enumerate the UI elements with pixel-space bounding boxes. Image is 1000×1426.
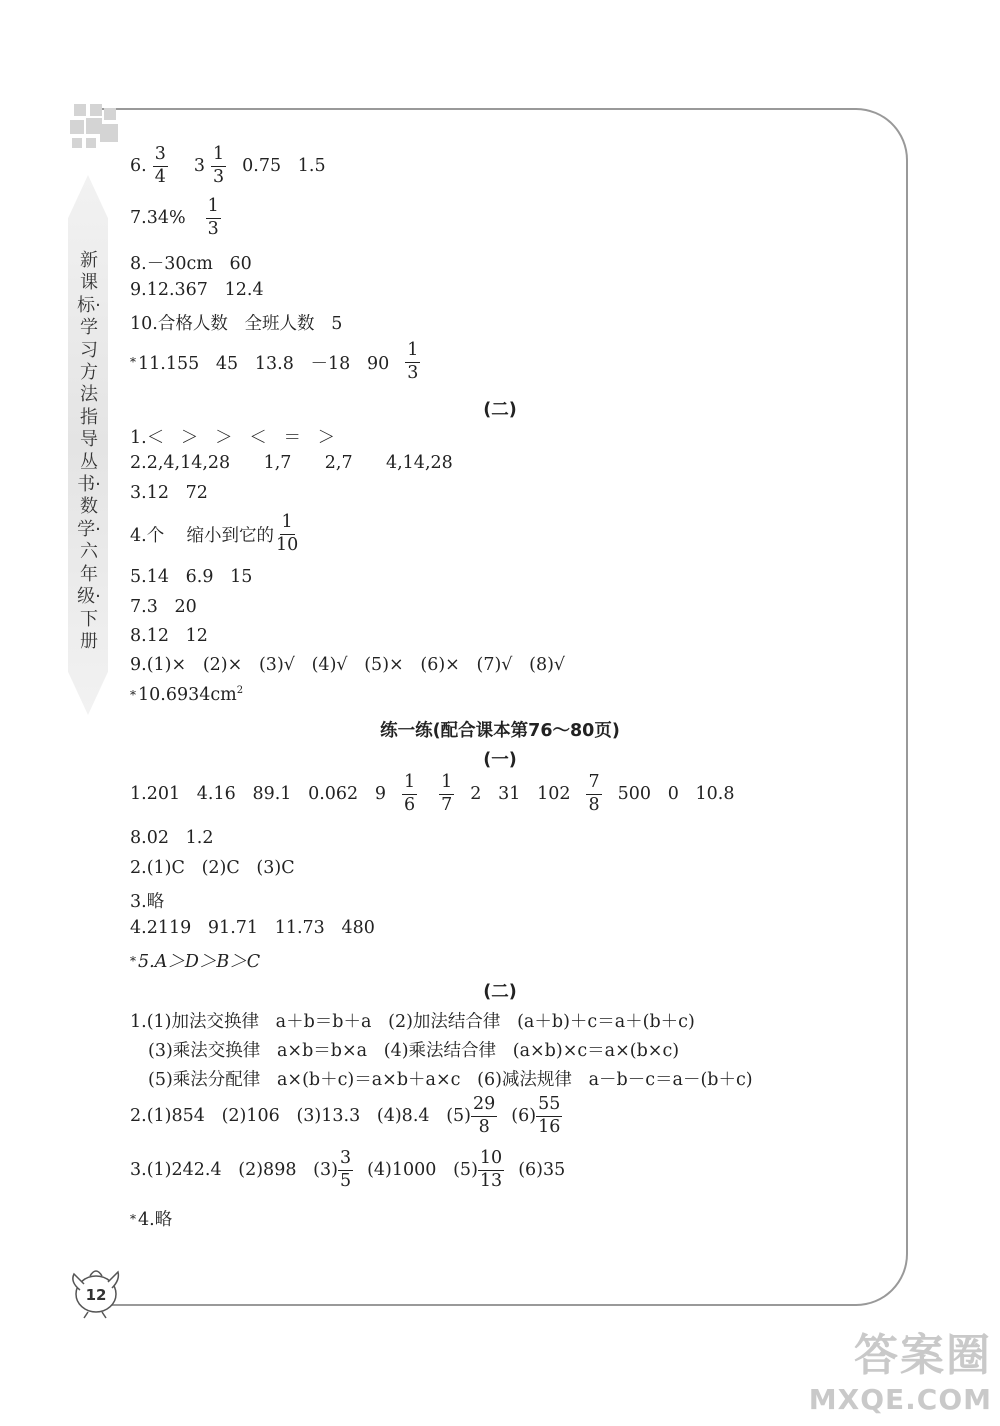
answer-line: * 11.155 45 13.8 －18 90 $\frac{1}{3}$ — [130, 340, 419, 383]
answer-line: * 5.A＞D＞B＞C — [130, 952, 261, 972]
series-title: 新课标·学习方法指导丛书·数学·六年级·下册 — [77, 250, 101, 652]
answer-line: 4.2119 91.71 11.73 480 — [130, 918, 375, 938]
answer-line: 8.02 1.2 — [130, 828, 214, 848]
answer-line: 1.201 4.16 89.1 0.062 9 $\frac{1}{6}$ $\frac{1}{7}$ 2 31 102 $\frac{7}{8}$ 500 0 10.8 — [130, 772, 735, 815]
fraction: $\frac{1}{3}$ — [212, 144, 225, 187]
bird-icon — [66, 1262, 122, 1320]
answer-line: 3.12 72 — [130, 483, 208, 503]
answer-line: * 10.6934cm $^2$ — [130, 685, 244, 705]
fraction: $\frac{3}{5}$ — [339, 1148, 352, 1191]
answer-line: (5)乘法分配律 a×(b＋c)＝a×b＋a×c (6)减法规律 a－b－c＝a－(b＋c) — [148, 1070, 753, 1090]
answer-line: 6. $\frac{3}{4}$ 3 $\frac{1}{3}$ 0.75 1.5 — [130, 144, 326, 187]
answer-line: 7.3 20 — [130, 597, 197, 617]
section-heading: (二) — [483, 400, 517, 420]
fraction: $\frac{1}{6}$ — [404, 772, 416, 815]
svg-text:12: 12 — [85, 1286, 107, 1304]
fraction: $\frac{10}{13}$ — [479, 1148, 503, 1191]
fraction: $\frac{1}{10}$ — [275, 512, 299, 555]
watermark: 答案圈 MXQE.COM — [808, 1330, 992, 1416]
answer-line: 4.个 缩小到它的 $\frac{1}{10}$ — [130, 512, 299, 555]
answer-line: 2.2,4,14,28 1,7 2,7 4,14,28 — [130, 453, 453, 473]
answer-line: 3.(1)242.4 (2)898 (3) $\frac{3}{5}$ (4)1000 (5) $\frac{10}{13}$ (6)35 — [130, 1148, 566, 1191]
fraction: $\frac{1}{3}$ — [407, 340, 419, 383]
section-heading: (二) — [483, 982, 517, 1002]
answer-line: 8.12 12 — [130, 626, 208, 646]
answer-line: 5.14 6.9 15 — [130, 567, 253, 587]
answer-line: * 4.略 — [130, 1210, 173, 1230]
section-heading: (一) — [483, 750, 517, 770]
answer-line: 2.(1)854 (2)106 (3)13.3 (4)8.4 (5) $\frac{29}{8}$ (6) $\frac{55}{16}$ — [130, 1094, 561, 1137]
fraction: $\frac{55}{16}$ — [538, 1094, 561, 1137]
answer-line: 3.略 — [130, 892, 165, 912]
section-title: 练一练(配合课本第76～80页) — [380, 721, 620, 741]
fraction: $\frac{1}{3}$ — [207, 196, 219, 239]
fraction: $\frac{1}{7}$ — [441, 772, 453, 815]
answer-line: 9.12.367 12.4 — [130, 280, 264, 300]
answer-line: 2.(1)C (2)C (3)C — [130, 858, 295, 878]
answer-line: (3)乘法交换律 a×b＝b×a (4)乘法结合律 (a×b)×c＝a×(b×c) — [148, 1041, 680, 1061]
answer-line: 8.－30cm 60 — [130, 254, 252, 274]
answer-line: 7.34% $\frac{1}{3}$ — [130, 196, 219, 239]
answer-line: 1.(1)加法交换律 a＋b＝b＋a (2)加法结合律 (a＋b)＋c＝a＋(b＋c) — [130, 1012, 695, 1032]
fraction: $\frac{29}{8}$ — [473, 1094, 496, 1137]
answer-line: 1.＜ ＞ ＞ ＜ ＝ ＞ — [130, 428, 336, 448]
fraction: $\frac{3}{4}$ — [154, 144, 166, 187]
page-number-badge — [66, 1262, 122, 1320]
answer-line: 10.合格人数 全班人数 5 — [130, 314, 343, 334]
fraction: $\frac{7}{8}$ — [588, 772, 600, 815]
answer-line: 9.(1)× (2)× (3)√ (4)√ (5)× (6)× (7)√ (8)√ — [130, 655, 566, 675]
